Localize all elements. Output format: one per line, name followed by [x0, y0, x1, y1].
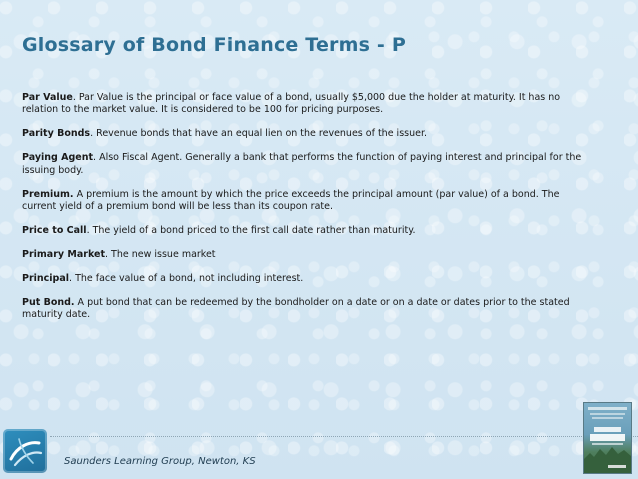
glossary-term: Par Value [22, 92, 73, 103]
glossary-entry-put-bond [22, 297, 582, 322]
glossary-entry-parity-bonds [22, 128, 582, 140]
wall-street-book-cover-icon [584, 403, 631, 473]
term-separator: . [72, 92, 79, 103]
glossary-term: Premium. [22, 188, 74, 200]
glossary-definition: The face value of a bond, not including interest. [75, 272, 304, 284]
glossary-definition: A premium is the amount by which the price exceeds the principal amount (par value) of a bond. The current yield of a premium bond will be less than its coupon rate. [22, 188, 560, 212]
glossary-definition: A put bond that can be redeemed by the bondholder on a date or on a date or dates prior to the stated maturity date. [22, 296, 570, 320]
glossary-entry-primary-market [22, 249, 582, 261]
term-separator: . [86, 224, 93, 236]
footer-credit: Saunders Learning Group, Newton, KS [64, 456, 256, 467]
glossary-definition: Revenue bonds that have an equal lien on the revenues of the issuer. [96, 128, 428, 140]
glossary-definition: The yield of a bond priced to the first call date rather than maturity. [92, 224, 416, 236]
glossary-entry-price-to-call [22, 225, 582, 237]
term-separator: . [69, 272, 76, 284]
term-separator: . [93, 152, 100, 164]
glossary-entry-par-value [22, 92, 582, 117]
term-separator: . [90, 128, 97, 140]
slide-title: Glossary of Bond Finance Terms - P [22, 34, 406, 56]
glossary-term: Primary Market [22, 248, 105, 260]
glossary-definition: The new issue market [111, 248, 216, 260]
glossary-list [22, 92, 582, 333]
glossary-entry-principal [22, 273, 582, 285]
glossary-definition: Also Fiscal Agent. Generally a bank that performs the function of paying interest and principal for the issuing body. [22, 152, 582, 176]
glossary-term: Parity Bonds [22, 128, 91, 140]
term-separator: . [105, 248, 112, 260]
glossary-term: Paying Agent [22, 152, 94, 164]
glossary-term: Principal [22, 272, 70, 284]
glossary-term: Price to Call [22, 224, 87, 236]
footer-divider [50, 436, 638, 437]
glossary-entry-premium [22, 189, 582, 214]
glossary-term: Put Bond. [22, 296, 75, 308]
glossary-definition: Par Value is the principal or face value of a bond, usually $5,000 due the holder at maturity. It has no relation to the market value. It is considered to be 100 for pricing purposes. [22, 92, 561, 116]
glossary-entry-paying-agent [22, 152, 582, 177]
swoosh-logo-icon [3, 429, 47, 473]
